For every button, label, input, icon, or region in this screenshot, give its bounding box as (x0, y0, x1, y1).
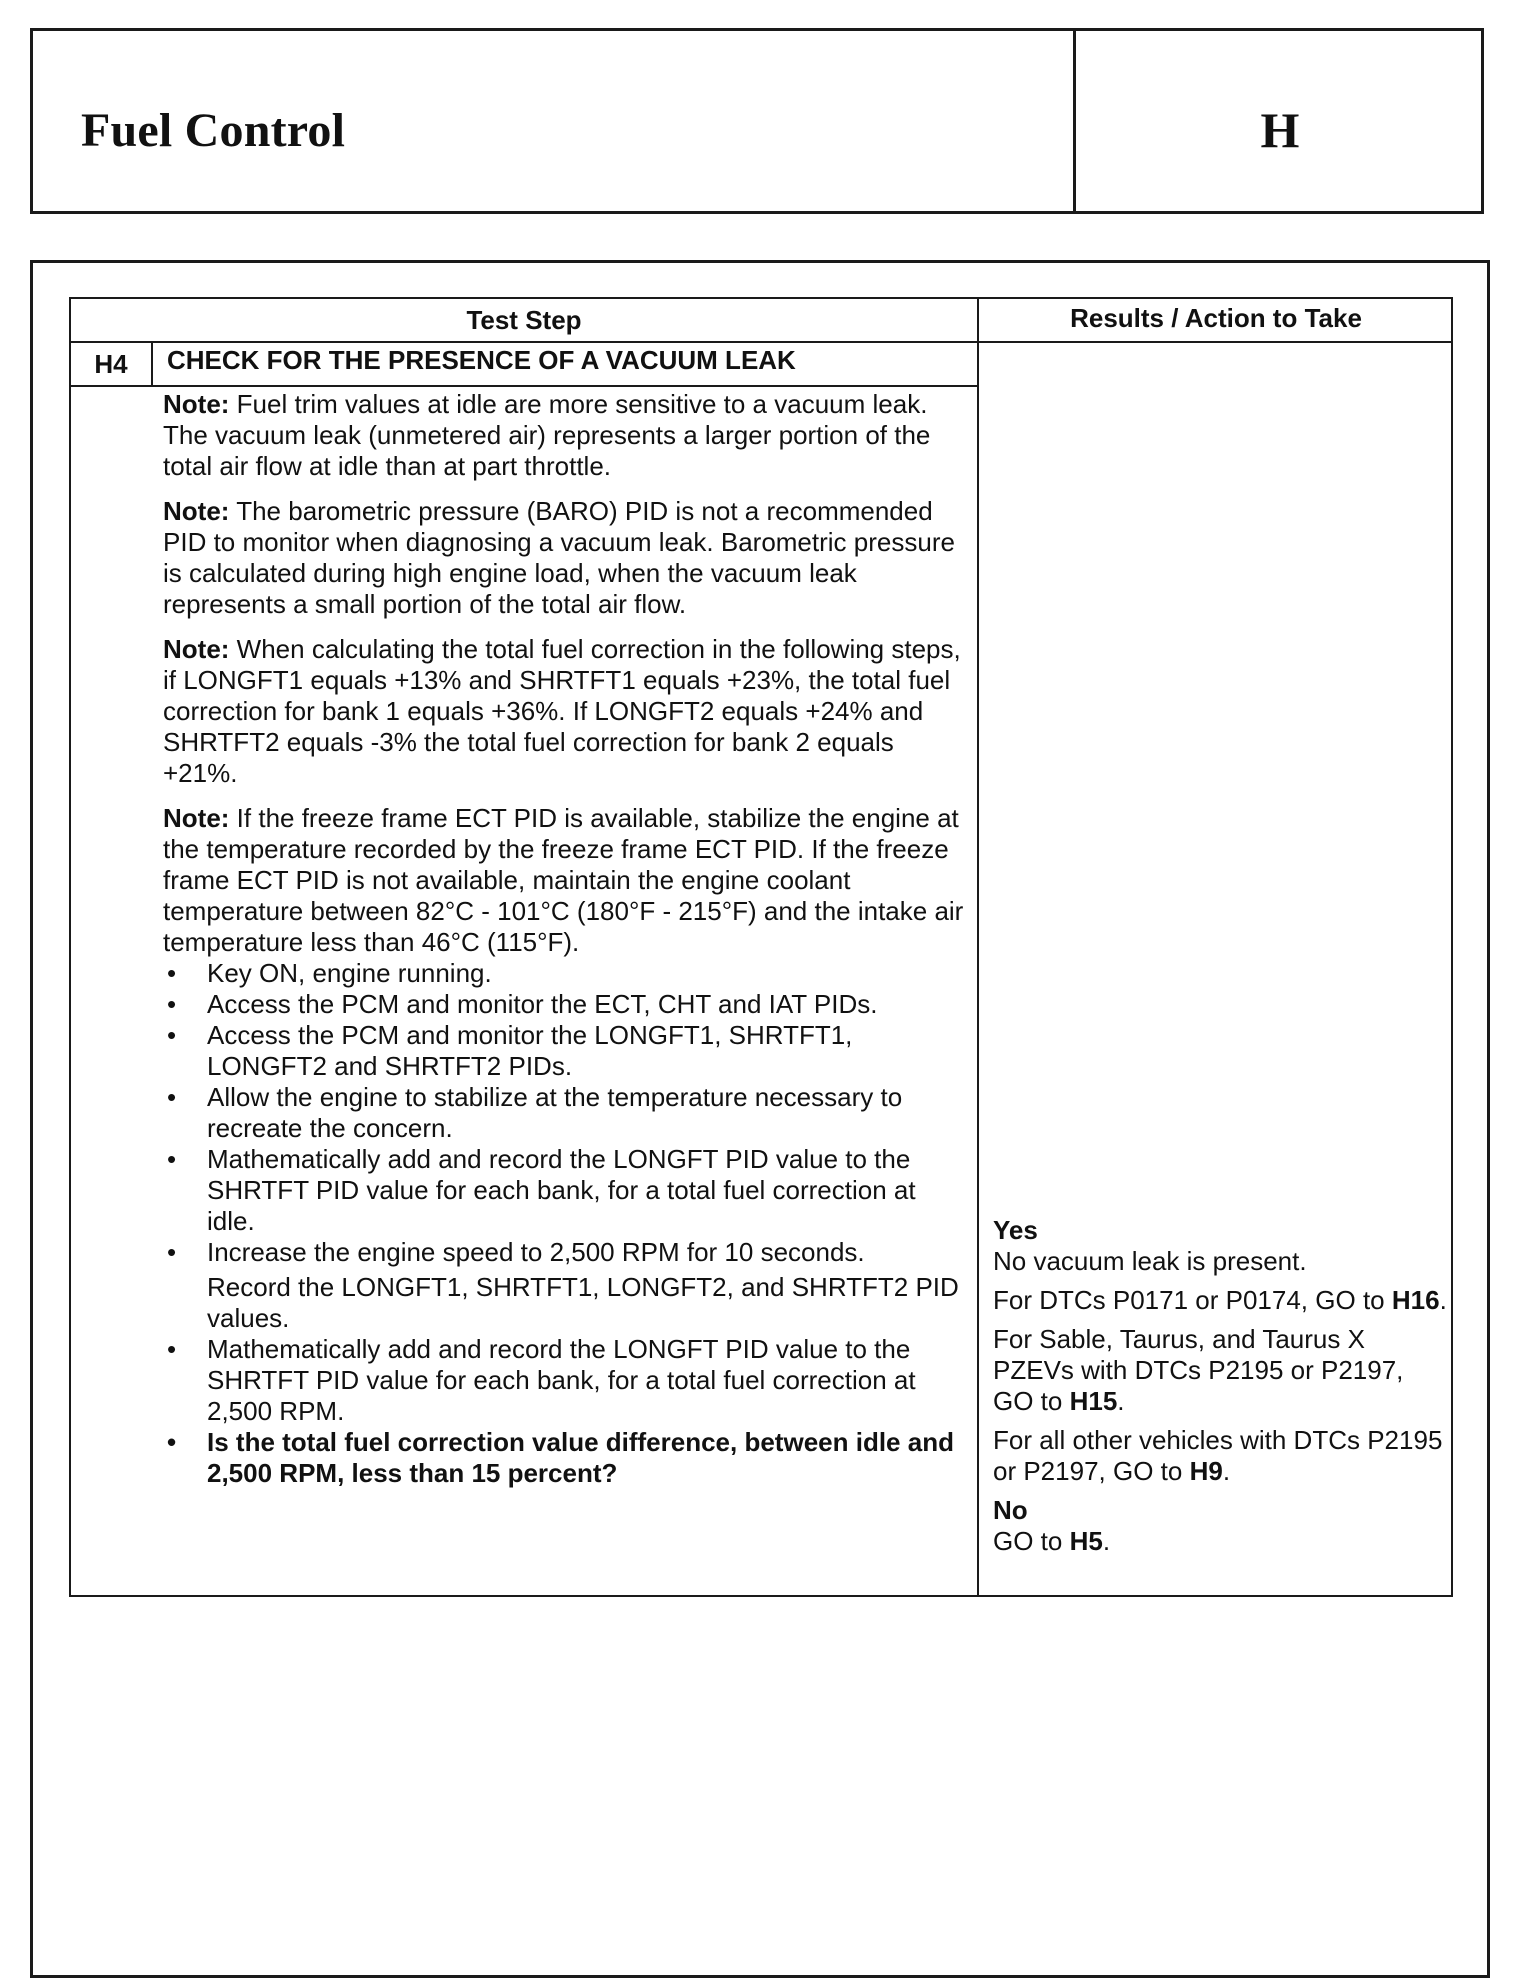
list-item: • Allow the engine to stabilize at the temperature necessary to recreate the concern. (163, 1082, 965, 1144)
note-4: Note: If the freeze frame ECT PID is available, stabilize the engine at the temperature recorded by the freeze frame ECT PID. If the freeze frame ECT PID is not available, maintain the engine coolant temperature between 82°C - 101°C (180°F - 215°F) and the intake air temperature less than 46°C (115°F). (163, 803, 964, 957)
yes-label: Yes (993, 1215, 1038, 1245)
note-3: Note: When calculating the total fuel correction in the following steps, if LONGFT1 equals +13% and SHRTFT1 equals +23%, the total fuel correction for bank 1 equals +36%. If LONGFT2 equals +24% and SHRTFT2 equals -3% the total fuel correction for bank 2 equals +21%. (163, 634, 961, 788)
yes-action-3: For all other vehicles with DTCs P2195 or P2197, GO to H9. (993, 1425, 1443, 1486)
page-body (30, 260, 1490, 1978)
no-label: No (993, 1495, 1028, 1525)
step-subline: Record the LONGFT1, SHRTFT1, LONGFT2, and SHRTFT2 PID values. (207, 1272, 959, 1333)
yes-action-1: For DTCs P0171 or P0174, GO to H16. (993, 1285, 1447, 1315)
list-item: • Mathematically add and record the LONGFT PID value to the SHRTFT PID value for each bank, for a total fuel correction at 2,500 RPM. (163, 1334, 965, 1427)
page-title: Fuel Control (81, 104, 346, 157)
results-content (993, 1215, 1449, 1565)
test-question: • Is the total fuel correction value difference, between idle and 2,500 RPM, less than 15 percent? (163, 1427, 965, 1489)
column-header-test-step: Test Step (466, 305, 582, 335)
page-header (30, 28, 1484, 214)
section-code: H (1260, 102, 1300, 158)
yes-text: No vacuum leak is present. (993, 1246, 1307, 1276)
list-item: • Mathematically add and record the LONGFT PID value to the SHRTFT PID value for each bank, for a total fuel correction at idle. (163, 1144, 965, 1237)
yes-action-2: For Sable, Taurus, and Taurus X PZEVs with DTCs P2195 or P2197, GO to H15. (993, 1324, 1404, 1416)
column-header-results: Results / Action to Take (1070, 303, 1362, 333)
procedure-steps-continued (163, 1334, 965, 1489)
test-step-table (69, 297, 1453, 1597)
list-item: • Increase the engine speed to 2,500 RPM for 10 seconds. (163, 1237, 965, 1268)
step-title-row-line (71, 385, 977, 387)
header-row-line-results (979, 341, 1453, 343)
no-action: GO to H5. (993, 1526, 1111, 1556)
list-item: • Key ON, engine running. (163, 958, 965, 989)
step-id: H4 (71, 343, 153, 385)
step-title: CHECK FOR THE PRESENCE OF A VACUUM LEAK (167, 345, 796, 375)
procedure-steps (163, 958, 965, 1268)
header-row-line (71, 341, 977, 343)
test-step-content (163, 389, 965, 1489)
note-1: Note: Fuel trim values at idle are more sensitive to a vacuum leak. The vacuum leak (unmetered air) represents a larger portion of the total air flow at idle than at part throttle. (163, 389, 931, 481)
list-item: • Access the PCM and monitor the ECT, CHT and IAT PIDs. (163, 989, 965, 1020)
list-item: • Access the PCM and monitor the LONGFT1, SHRTFT1, LONGFT2 and SHRTFT2 PIDs. (163, 1020, 965, 1082)
column-divider (977, 299, 979, 1595)
note-2: Note: The barometric pressure (BARO) PID is not a recommended PID to monitor when diagnosing a vacuum leak. Barometric pressure is calculated during high engine load, when the vacuum leak represents a small portion of the total air flow. (163, 496, 955, 619)
